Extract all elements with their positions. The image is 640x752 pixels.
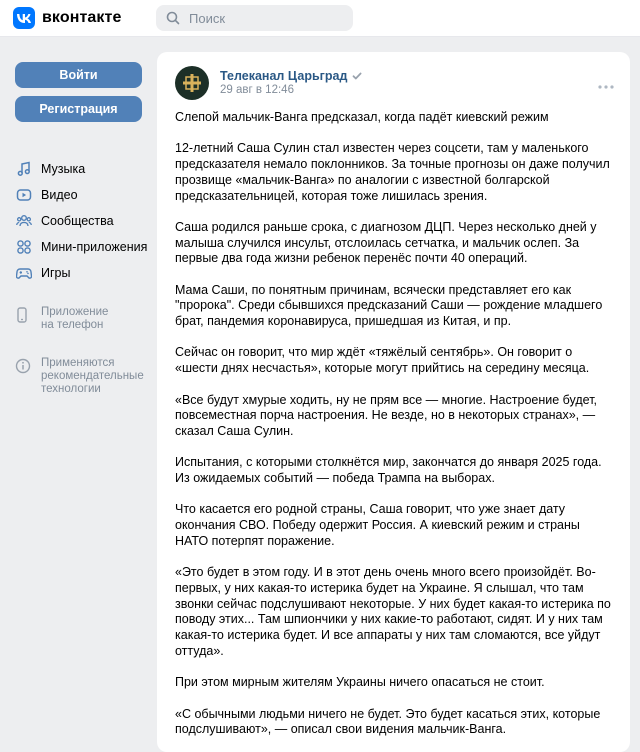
app-note-line1: Приложение xyxy=(41,306,109,318)
sidebar-item-video[interactable] xyxy=(15,182,155,208)
communities-icon xyxy=(15,212,33,230)
author-name: Телеканал Царьград xyxy=(220,69,348,83)
more-icon[interactable] xyxy=(598,76,614,94)
post-text xyxy=(175,110,615,738)
tech-note-line3: технологии xyxy=(41,383,101,395)
phone-icon xyxy=(15,307,33,327)
top-header xyxy=(0,0,640,37)
post-paragraph: Испытания, с которыми столкнётся мир, закончатся до января 2025 года. Из ожидаемых событий — победа Трампа на выборах. xyxy=(175,455,602,486)
logo-text: вконтакте xyxy=(42,9,122,26)
post-paragraph: При этом мирным жителям Украины ничего опасаться не стоит. xyxy=(175,675,545,690)
post-paragraph: «Это будет в этом году. И в этот день очень много всего произойдёт. Во-первых, у них какая-то истерика будет на Украине. Я слышал, что там звонки сейчас подслушивают некоторые. У них будет какая-то истерика по поводу этих... Там шпиончики у них какие-то работают, сидят. И у них там какая-то истерика будет. И все аппараты у них там сломаются, все уйдут оттуда». xyxy=(175,565,611,658)
tech-note-line2: рекомендательные xyxy=(41,370,144,382)
avatar[interactable] xyxy=(175,66,209,100)
mini-apps-icon xyxy=(15,238,33,256)
post-paragraph: 12-летний Саша Сулин стал известен через соцсети, там у маленького предсказателя немало поклонников. За точные прогнозы он даже получил прозвище «мальчик-Ванга» по аналогии с известной болгарской предсказательницей, которая тоже лишилась зрения. xyxy=(175,141,610,203)
vk-logo-icon xyxy=(13,7,35,29)
search-box[interactable] xyxy=(156,5,353,31)
sidebar-item-label: Видео xyxy=(41,188,78,202)
sidebar-item-label: Мини-приложения xyxy=(41,240,148,254)
login-button[interactable]: Войти xyxy=(15,62,142,88)
sidebar-item-label: Сообщества xyxy=(41,214,114,228)
post-card xyxy=(157,52,630,752)
post-paragraph: Сейчас он говорит, что мир ждёт «тяжёлый сентябрь». Он говорит о «шести днях несчастья», которые могут прийтись на середину месяца. xyxy=(175,345,590,376)
sidebar-item-music[interactable] xyxy=(15,156,155,182)
register-button[interactable]: Регистрация xyxy=(15,96,142,122)
post-paragraph: Что касается его родной страны, Саша говорит, что уже знает дату окончания СВО. Победу одержит Россия. А киевский режим и страны НАТО потерпят поражение. xyxy=(175,502,580,548)
app-note-line2: на телефон xyxy=(41,319,104,331)
verified-icon xyxy=(351,70,363,82)
post-paragraph: Слепой мальчик-Ванга предсказал, когда падёт киевский режим xyxy=(175,110,549,124)
vk-logo[interactable] xyxy=(13,7,121,29)
post-paragraph: Саша родился раньше срока, с диагнозом ДЦП. Через несколько дней у малыша случился инсульт, отслоилась сетчатка, и мальчик ослеп. За первые два года жизни ребенок перенёс почти 40 операций. xyxy=(175,219,597,266)
search-icon xyxy=(166,11,180,25)
tech-note-line1: Применяются xyxy=(41,357,115,369)
post-paragraph: Мама Саши, по понятным причинам, всячески представляет его как "пророка". Среди сбывшихся предсказаний Саши — рождение младшего брат, пандемия коронавируса, пришедшая из Китая, и пр. xyxy=(175,282,603,329)
music-icon xyxy=(15,160,33,178)
sidebar-nav xyxy=(15,156,155,286)
sidebar-item-label: Музыка xyxy=(41,162,86,176)
recommendation-tech-link[interactable] xyxy=(15,357,144,396)
sidebar-item-games[interactable] xyxy=(15,260,155,286)
mobile-app-link[interactable] xyxy=(15,306,108,332)
search-input[interactable] xyxy=(187,10,351,27)
video-icon xyxy=(15,186,33,204)
sidebar-item-mini-apps[interactable] xyxy=(15,234,155,260)
tsargrad-cross-icon xyxy=(181,72,203,94)
sidebar-item-communities[interactable] xyxy=(15,208,155,234)
gamepad-icon xyxy=(15,264,33,282)
info-icon xyxy=(15,358,33,378)
sidebar-item-label: Игры xyxy=(41,266,71,280)
post-paragraph: «Все будут хмурые ходить, ну не прям все — многие. Настроение будет, повсеместная порча настроения. Не везде, но в некоторых странах», — сказал Саша Сулин. xyxy=(175,392,598,438)
post-author[interactable] xyxy=(220,69,363,83)
post-date[interactable]: 29 авг в 12:46 xyxy=(220,84,294,96)
post-paragraph: «С обычными людьми ничего не будет. Это будет касаться этих, которые подслушивают», — описал свои видения мальчик-Ванга. xyxy=(175,706,601,737)
